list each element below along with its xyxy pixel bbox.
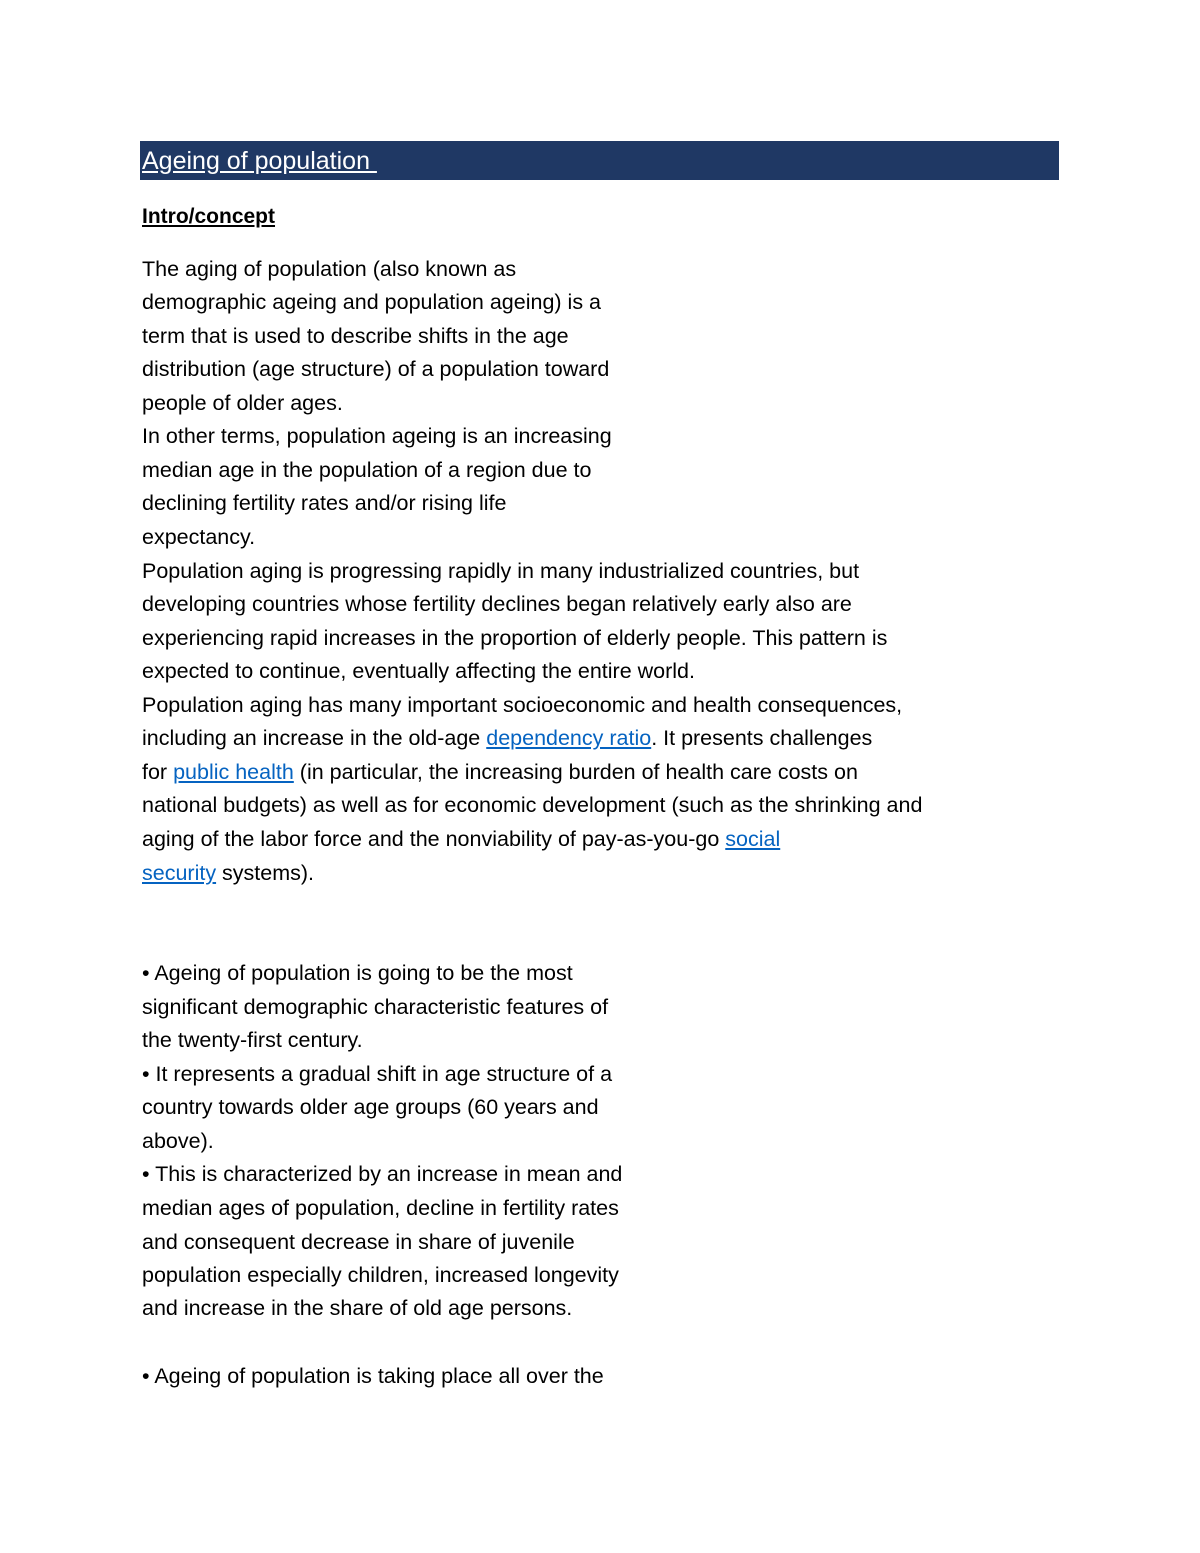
text-run: for bbox=[142, 760, 174, 784]
bullet-line: and increase in the share of old age persons. bbox=[142, 1296, 573, 1320]
body-line bbox=[142, 723, 872, 753]
body-line: developing countries whose fertility declines began relatively early also are bbox=[142, 592, 852, 616]
title-bar bbox=[140, 141, 1059, 180]
body-line: experiencing rapid increases in the proportion of elderly people. This pattern is bbox=[142, 626, 888, 650]
bullet-line: and consequent decrease in share of juvenile bbox=[142, 1230, 575, 1254]
body-line bbox=[142, 824, 780, 854]
section-heading: Intro/concept bbox=[142, 205, 276, 228]
body-line: expectancy. bbox=[142, 525, 256, 549]
body-line: national budgets) as well as for economic development (such as the shrinking and bbox=[142, 793, 923, 817]
bullet-line: country towards older age groups (60 years and bbox=[142, 1095, 599, 1119]
bullet-line: above). bbox=[142, 1129, 214, 1153]
bullet-line: population especially children, increased longevity bbox=[142, 1263, 619, 1287]
bullet-line: • Ageing of population is taking place all over the bbox=[142, 1364, 604, 1388]
text-run: aging of the labor force and the nonviability of pay-as-you-go bbox=[142, 827, 726, 851]
bullet-line: significant demographic characteristic features of bbox=[142, 995, 609, 1019]
body-line: expected to continue, eventually affecting the entire world. bbox=[142, 659, 695, 683]
body-line: people of older ages. bbox=[142, 391, 343, 415]
body-line: distribution (age structure) of a population toward bbox=[142, 357, 610, 381]
body-line: declining fertility rates and/or rising life bbox=[142, 491, 507, 515]
body-line bbox=[142, 858, 314, 888]
social-security-link-continued[interactable]: security bbox=[142, 861, 217, 885]
document-title: Ageing of population bbox=[142, 147, 377, 175]
body-line: Population aging is progressing rapidly in many industrialized countries, but bbox=[142, 559, 860, 583]
bullet-line: median ages of population, decline in fertility rates bbox=[142, 1196, 619, 1220]
body-line bbox=[142, 757, 858, 787]
bullet-line: • Ageing of population is going to be the most bbox=[142, 961, 573, 985]
dependency-ratio-link[interactable]: dependency ratio bbox=[486, 726, 652, 750]
social-security-link[interactable]: social bbox=[725, 827, 781, 851]
body-line: The aging of population (also known as bbox=[142, 257, 517, 281]
bullet-line: the twenty-first century. bbox=[142, 1028, 363, 1052]
text-run: including an increase in the old-age bbox=[142, 726, 487, 750]
bullet-line: • This is characterized by an increase in mean and bbox=[142, 1162, 623, 1186]
text-run: (in particular, the increasing burden of health care costs on bbox=[293, 760, 858, 784]
body-line: demographic ageing and population ageing) is a bbox=[142, 290, 602, 314]
body-line: term that is used to describe shifts in the age bbox=[142, 324, 569, 348]
body-line: In other terms, population ageing is an increasing bbox=[142, 424, 612, 448]
text-run: systems). bbox=[216, 861, 315, 885]
bullet-line: • It represents a gradual shift in age structure of a bbox=[142, 1062, 613, 1086]
body-line: Population aging has many important socioeconomic and health consequences, bbox=[142, 693, 903, 717]
body-line: median age in the population of a region due to bbox=[142, 458, 592, 482]
text-run: . It presents challenges bbox=[651, 726, 873, 750]
public-health-link[interactable]: public health bbox=[173, 760, 294, 784]
